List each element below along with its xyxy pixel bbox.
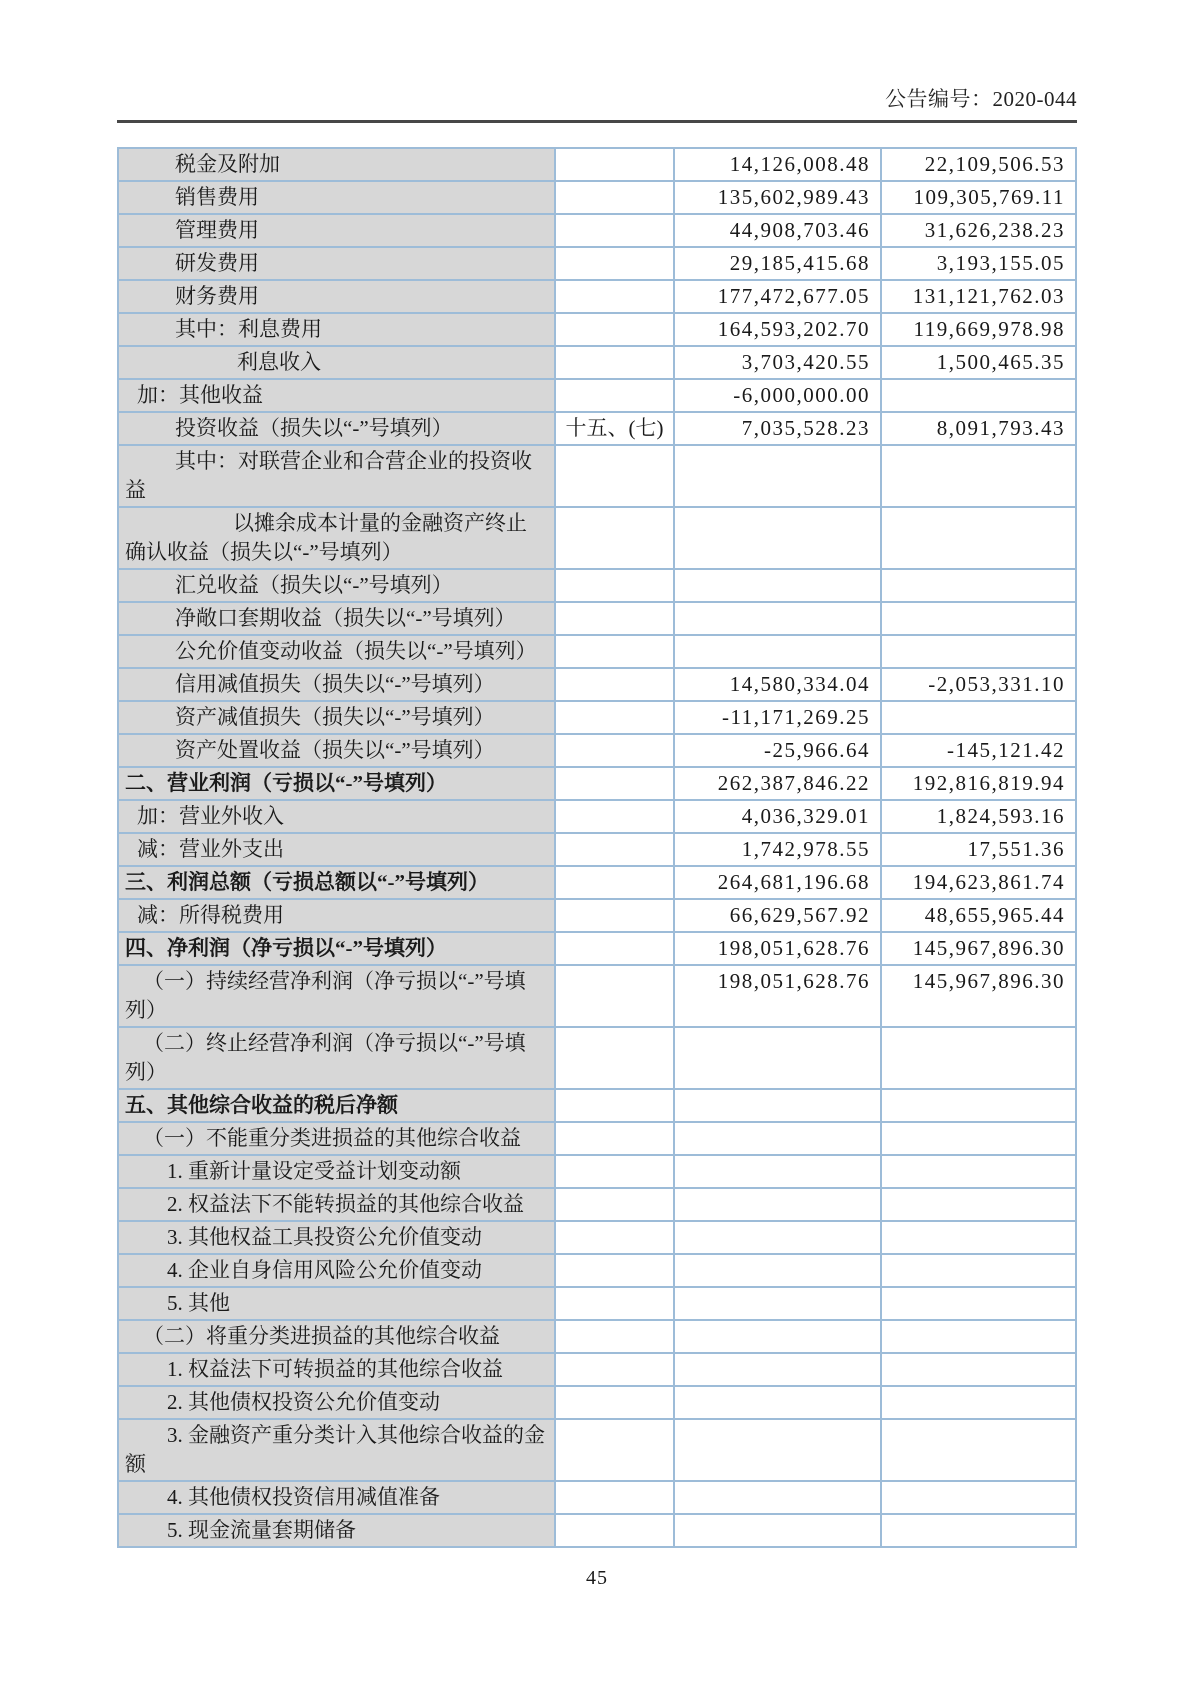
item-cell: 3. 其他权益工具投资公允价值变动 xyxy=(119,1222,554,1253)
item-cell: 1. 权益法下可转损益的其他综合收益 xyxy=(119,1354,554,1385)
table-row xyxy=(119,667,1075,700)
current-period-cell: 135,602,989.43 xyxy=(673,182,880,213)
item-cell: 3. 金融资产重分类计入其他综合收益的金额 xyxy=(119,1420,554,1480)
current-period-cell: -25,966.64 xyxy=(673,735,880,766)
table-row xyxy=(119,1121,1075,1154)
current-period-cell xyxy=(673,570,880,601)
prior-period-cell: 192,816,819.94 xyxy=(880,768,1075,799)
table-row xyxy=(119,1154,1075,1187)
table-row xyxy=(119,700,1075,733)
note-cell xyxy=(554,248,673,279)
current-period-cell xyxy=(673,1288,880,1319)
table-row xyxy=(119,865,1075,898)
table-row xyxy=(119,766,1075,799)
item-cell: 财务费用 xyxy=(119,281,554,312)
note-cell xyxy=(554,669,673,700)
note-cell xyxy=(554,1255,673,1286)
item-cell: 减：所得税费用 xyxy=(119,900,554,931)
note-cell xyxy=(554,702,673,733)
note-cell xyxy=(554,1028,673,1088)
item-cell: （一）不能重分类进损益的其他综合收益 xyxy=(119,1123,554,1154)
table-row xyxy=(119,279,1075,312)
prior-period-cell xyxy=(880,603,1075,634)
current-period-cell xyxy=(673,1189,880,1220)
table-row xyxy=(119,733,1075,766)
note-cell xyxy=(554,834,673,865)
prior-period-cell xyxy=(880,1123,1075,1154)
table-row xyxy=(119,1480,1075,1513)
current-period-cell xyxy=(673,1090,880,1121)
table-row xyxy=(119,964,1075,1026)
note-cell xyxy=(554,1387,673,1418)
item-cell: 2. 权益法下不能转损益的其他综合收益 xyxy=(119,1189,554,1220)
note-cell xyxy=(554,149,673,180)
current-period-cell: 177,472,677.05 xyxy=(673,281,880,312)
note-cell xyxy=(554,1420,673,1480)
prior-period-cell xyxy=(880,702,1075,733)
note-cell xyxy=(554,900,673,931)
table-row xyxy=(119,1513,1075,1546)
item-cell: 投资收益（损失以“-”号填列） xyxy=(119,413,554,444)
note-cell xyxy=(554,1156,673,1187)
item-cell: 4. 其他债权投资信用减值准备 xyxy=(119,1482,554,1513)
table-row xyxy=(119,411,1075,444)
prior-period-cell xyxy=(880,446,1075,506)
note-cell xyxy=(554,735,673,766)
prior-period-cell xyxy=(880,570,1075,601)
prior-period-cell xyxy=(880,1288,1075,1319)
table-row xyxy=(119,1026,1075,1088)
note-cell xyxy=(554,1515,673,1546)
note-cell xyxy=(554,1321,673,1352)
prior-period-cell xyxy=(880,1156,1075,1187)
note-cell xyxy=(554,768,673,799)
current-period-cell xyxy=(673,1354,880,1385)
table-row xyxy=(119,378,1075,411)
prior-period-cell xyxy=(880,1222,1075,1253)
current-period-cell xyxy=(673,603,880,634)
table-row xyxy=(119,444,1075,506)
table-row xyxy=(119,931,1075,964)
item-cell: 公允价值变动收益（损失以“-”号填列） xyxy=(119,636,554,667)
current-period-cell: 4,036,329.01 xyxy=(673,801,880,832)
item-cell: 减：营业外支出 xyxy=(119,834,554,865)
current-period-cell xyxy=(673,1420,880,1480)
prior-period-cell xyxy=(880,1321,1075,1352)
prior-period-cell: 145,967,896.30 xyxy=(880,933,1075,964)
prior-period-cell: 1,500,465.35 xyxy=(880,347,1075,378)
note-cell xyxy=(554,933,673,964)
page-number: 45 xyxy=(586,1567,608,1589)
item-cell: 4. 企业自身信用风险公允价值变动 xyxy=(119,1255,554,1286)
current-period-cell xyxy=(673,1387,880,1418)
current-period-cell: 1,742,978.55 xyxy=(673,834,880,865)
current-period-cell xyxy=(673,1123,880,1154)
prior-period-cell xyxy=(880,1420,1075,1480)
note-cell xyxy=(554,215,673,246)
item-cell: 资产减值损失（损失以“-”号填列） xyxy=(119,702,554,733)
current-period-cell: -6,000,000.00 xyxy=(673,380,880,411)
prior-period-cell: 145,967,896.30 xyxy=(880,966,1075,1026)
prior-period-cell: 22,109,506.53 xyxy=(880,149,1075,180)
table-row xyxy=(119,345,1075,378)
note-cell xyxy=(554,508,673,568)
note-cell xyxy=(554,314,673,345)
prior-period-cell xyxy=(880,380,1075,411)
table-row xyxy=(119,799,1075,832)
table-row xyxy=(119,1418,1075,1480)
note-cell xyxy=(554,380,673,411)
current-period-cell: 66,629,567.92 xyxy=(673,900,880,931)
note-cell xyxy=(554,570,673,601)
note-cell xyxy=(554,1090,673,1121)
note-cell xyxy=(554,867,673,898)
table-row xyxy=(119,634,1075,667)
item-cell: 其中：利息费用 xyxy=(119,314,554,345)
item-cell: 五、其他综合收益的税后净额 xyxy=(119,1090,554,1121)
prior-period-cell xyxy=(880,1028,1075,1088)
prior-period-cell xyxy=(880,1354,1075,1385)
prior-period-cell: -2,053,331.10 xyxy=(880,669,1075,700)
current-period-cell xyxy=(673,1321,880,1352)
note-cell xyxy=(554,182,673,213)
table-row xyxy=(119,1319,1075,1352)
current-period-cell: 44,908,703.46 xyxy=(673,215,880,246)
current-period-cell: 3,703,420.55 xyxy=(673,347,880,378)
table-row xyxy=(119,1286,1075,1319)
note-cell: 十五、(七) xyxy=(554,413,673,444)
table-row xyxy=(119,213,1075,246)
item-cell: （二）将重分类进损益的其他综合收益 xyxy=(119,1321,554,1352)
item-cell: 信用减值损失（损失以“-”号填列） xyxy=(119,669,554,700)
note-cell xyxy=(554,1123,673,1154)
item-cell: （一）持续经营净利润（净亏损以“-”号填列） xyxy=(119,966,554,1026)
prior-period-cell xyxy=(880,1090,1075,1121)
income-statement-table xyxy=(117,147,1077,1548)
table-row xyxy=(119,1220,1075,1253)
prior-period-cell: 8,091,793.43 xyxy=(880,413,1075,444)
current-period-cell: 262,387,846.22 xyxy=(673,768,880,799)
item-cell: 税金及附加 xyxy=(119,149,554,180)
current-period-cell xyxy=(673,1222,880,1253)
header-rule xyxy=(117,120,1077,123)
current-period-cell xyxy=(673,1028,880,1088)
prior-period-cell: 1,824,593.16 xyxy=(880,801,1075,832)
table-row xyxy=(119,1253,1075,1286)
current-period-cell xyxy=(673,1255,880,1286)
table-row xyxy=(119,180,1075,213)
item-cell: 加：其他收益 xyxy=(119,380,554,411)
page-content xyxy=(117,0,1077,1590)
item-cell: 以摊余成本计量的金融资产终止确认收益（损失以“-”号填列） xyxy=(119,508,554,568)
page-header xyxy=(117,0,1077,113)
note-cell xyxy=(554,446,673,506)
prior-period-cell xyxy=(880,1482,1075,1513)
table-row xyxy=(119,312,1075,345)
announcement-number: 公告编号：2020-044 xyxy=(885,87,1077,111)
note-cell xyxy=(554,636,673,667)
prior-period-cell: 119,669,978.98 xyxy=(880,314,1075,345)
item-cell: 四、净利润（净亏损以“-”号填列） xyxy=(119,933,554,964)
note-cell xyxy=(554,281,673,312)
item-cell: 销售费用 xyxy=(119,182,554,213)
prior-period-cell xyxy=(880,1515,1075,1546)
item-cell: 加：营业外收入 xyxy=(119,801,554,832)
current-period-cell: 264,681,196.68 xyxy=(673,867,880,898)
prior-period-cell xyxy=(880,508,1075,568)
prior-period-cell: 3,193,155.05 xyxy=(880,248,1075,279)
table-row xyxy=(119,506,1075,568)
table-row xyxy=(119,1088,1075,1121)
prior-period-cell xyxy=(880,636,1075,667)
table-row xyxy=(119,1352,1075,1385)
current-period-cell xyxy=(673,1156,880,1187)
current-period-cell xyxy=(673,636,880,667)
note-cell xyxy=(554,1288,673,1319)
current-period-cell: 14,126,008.48 xyxy=(673,149,880,180)
item-cell: 三、利润总额（亏损总额以“-”号填列） xyxy=(119,867,554,898)
prior-period-cell xyxy=(880,1189,1075,1220)
table-row xyxy=(119,601,1075,634)
item-cell: 资产处置收益（损失以“-”号填列） xyxy=(119,735,554,766)
note-cell xyxy=(554,1222,673,1253)
table-row xyxy=(119,1187,1075,1220)
prior-period-cell: 194,623,861.74 xyxy=(880,867,1075,898)
table-row xyxy=(119,832,1075,865)
item-cell: 5. 现金流量套期储备 xyxy=(119,1515,554,1546)
item-cell: 管理费用 xyxy=(119,215,554,246)
note-cell xyxy=(554,801,673,832)
item-cell: 5. 其他 xyxy=(119,1288,554,1319)
note-cell xyxy=(554,1482,673,1513)
table-row xyxy=(119,149,1075,180)
item-cell: （二）终止经营净利润（净亏损以“-”号填列） xyxy=(119,1028,554,1088)
note-cell xyxy=(554,347,673,378)
prior-period-cell: 31,626,238.23 xyxy=(880,215,1075,246)
current-period-cell: -11,171,269.25 xyxy=(673,702,880,733)
current-period-cell xyxy=(673,508,880,568)
note-cell xyxy=(554,603,673,634)
table-row xyxy=(119,1385,1075,1418)
item-cell: 2. 其他债权投资公允价值变动 xyxy=(119,1387,554,1418)
prior-period-cell xyxy=(880,1255,1075,1286)
prior-period-cell: 131,121,762.03 xyxy=(880,281,1075,312)
current-period-cell: 198,051,628.76 xyxy=(673,966,880,1026)
current-period-cell xyxy=(673,446,880,506)
item-cell: 利息收入 xyxy=(119,347,554,378)
current-period-cell xyxy=(673,1482,880,1513)
note-cell xyxy=(554,1189,673,1220)
item-cell: 其中：对联营企业和合营企业的投资收益 xyxy=(119,446,554,506)
item-cell: 研发费用 xyxy=(119,248,554,279)
table-row xyxy=(119,898,1075,931)
current-period-cell xyxy=(673,1515,880,1546)
current-period-cell: 164,593,202.70 xyxy=(673,314,880,345)
prior-period-cell: 48,655,965.44 xyxy=(880,900,1075,931)
table-row xyxy=(119,568,1075,601)
current-period-cell: 14,580,334.04 xyxy=(673,669,880,700)
current-period-cell: 29,185,415.68 xyxy=(673,248,880,279)
current-period-cell: 7,035,528.23 xyxy=(673,413,880,444)
prior-period-cell xyxy=(880,1387,1075,1418)
note-cell xyxy=(554,1354,673,1385)
item-cell: 1. 重新计量设定受益计划变动额 xyxy=(119,1156,554,1187)
prior-period-cell: 109,305,769.11 xyxy=(880,182,1075,213)
note-cell xyxy=(554,966,673,1026)
current-period-cell: 198,051,628.76 xyxy=(673,933,880,964)
prior-period-cell: -145,121.42 xyxy=(880,735,1075,766)
item-cell: 二、营业利润（亏损以“-”号填列） xyxy=(119,768,554,799)
table-row xyxy=(119,246,1075,279)
item-cell: 汇兑收益（损失以“-”号填列） xyxy=(119,570,554,601)
item-cell: 净敞口套期收益（损失以“-”号填列） xyxy=(119,603,554,634)
prior-period-cell: 17,551.36 xyxy=(880,834,1075,865)
